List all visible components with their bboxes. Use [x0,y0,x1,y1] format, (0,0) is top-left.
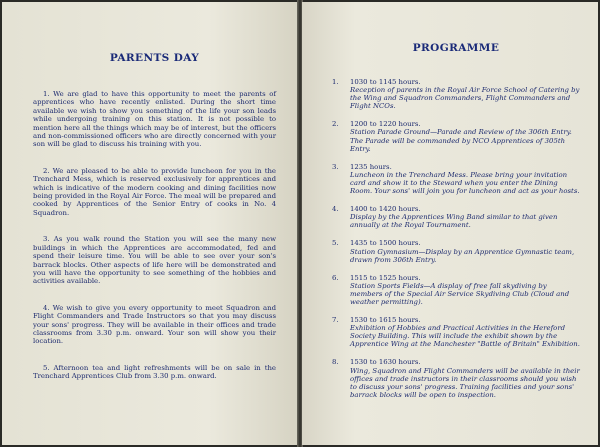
programme-item-8 [332,358,580,398]
item-description: Station Sports Fields—A display of free fall skydiving by members of the Special Air Service Skydiving Club (Cloud and weather permitting). [350,281,570,306]
item-description: Station Parade Ground—Parade and Review of the 306th Entry. The Parade will be commanded by NCO Apprentices of 305th Entry. [350,128,572,153]
programme-item-5 [332,239,580,263]
programme-item-3 [332,163,580,195]
programme-title: PROGRAMME [412,42,500,54]
paragraph-3: 3. As you walk round the Station you will see the many new buildings in which the Apprentices are accommodated, fed and spend their leisure time. You will be able to see over your son's barrack blocks. Other aspects of life here will be demonstrated and you will have the opportunity to see something of the hobbies and activities available. [33,235,276,286]
item-number: 2. [332,120,339,129]
item-number: 4. [332,205,339,214]
programme-item-4 [332,205,580,229]
item-time: 1435 to 1500 hours. [350,239,421,248]
programme-item-6 [332,274,580,306]
item-time: 1030 to 1145 hours. [350,78,421,86]
paragraph-4: 4. We wish to give you every opportunity to meet Squadron and Flight Commanders and Trade Instructors so that you may discuss your sons' progress. They will be available in their offices and trade classrooms from 3.30 p.m. onward. Your son will show you their location. [33,303,276,346]
item-time: 1515 to 1525 hours. [350,273,421,282]
item-number: 3. [332,162,339,171]
item-time: 1530 to 1615 hours. [350,316,421,325]
item-time: 1235 hours. [350,162,392,171]
programme-item-2 [332,120,580,152]
item-number: 7. [332,316,339,325]
item-number: 1. [332,78,339,86]
programme-item-7 [332,316,580,348]
item-description: Display by the Apprentices Wing Band similar to that given annually at the Royal Tournament. [350,213,558,230]
item-time: 1530 to 1630 hours. [350,358,421,367]
programme-item-1 [332,78,580,110]
paragraph-2: 2. We are pleased to be able to provide luncheon for you in the Trenchard Mess, which is reserved exclusively for apprentices and which is indicative of the modern cooking and dining facilities now being provided in the Royal Air Force. The meal will be prepared and cooked by Apprentices of the Senior Entry of cooks in No. 4 Squadron. [33,166,276,217]
item-time: 1200 to 1220 hours. [350,120,421,129]
item-time: 1400 to 1420 hours. [350,205,421,214]
paragraph-1: 1. We are glad to have this opportunity to meet the parents of apprentices who have recently enlisted. During the short time available we wish to show you something of the life your son leads while undergoing training on this station. It is not possible to mention here all the things which may be of interest, but the officers and non-commissioned officers who are directly concerned with your son will be glad to discuss his training with you. [33,90,276,149]
item-number: 5. [332,239,339,248]
item-description: Exhibition of Hobbies and Practical Activities in the Hereford Society Building. This will include the exhibit shown by the Apprentice Wing at the Manchester "Battle of Britain" Exhibition. [350,324,580,349]
item-description: Luncheon in the Trenchard Mess. Please bring your invitation card and show it to the Steward when you enter the Dining Room. Your sons' will join you for luncheon and act as your hosts. [350,170,580,196]
item-description: Station Gymnasium—Display by an Apprentice Gymnastic team, drawn from 306th Entry. [350,247,575,264]
item-number: 6. [332,273,339,282]
item-description: Wing, Squadron and Flight Commanders will be available in their offices and trade instructors in their classrooms should you wish to discuss your sons' progress. Training facilities and your sons' barrack blocks will be open to inspection. [350,366,580,399]
parents-day-title: PARENTS DAY [109,52,200,64]
paragraph-5: 5. Afternoon tea and light refreshments will be on sale in the Trenchard Apprentices Club from 3.30 p.m. onward. [33,363,276,381]
item-description: Reception of parents in the Royal Air Force School of Catering by the Wing and Squadron Commanders, Flight Commanders and Flight NCOs. [350,86,580,111]
right-page [302,2,598,445]
item-number: 8. [332,358,339,367]
left-page [2,2,298,445]
